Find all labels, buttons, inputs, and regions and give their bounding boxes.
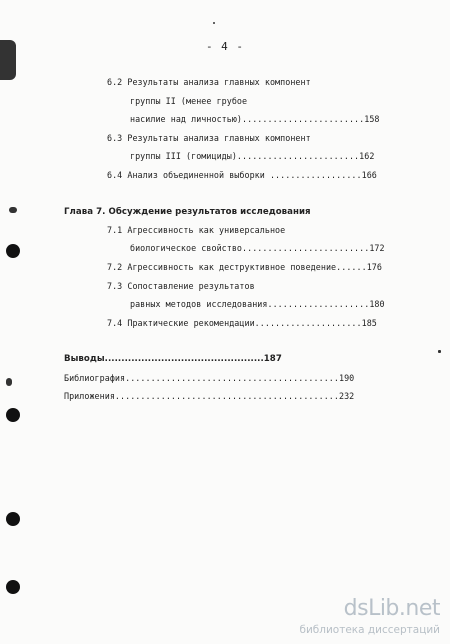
- toc-entry-6-2-cont1: группы II (менее грубое: [130, 96, 248, 106]
- binder-hole: [6, 244, 20, 258]
- binder-hole: [6, 408, 20, 422]
- watermark-logo: dsLib.net: [343, 596, 440, 621]
- scan-speck-mark: [6, 378, 12, 386]
- toc-entry-6-2-cont2: насилие над личностью)........................158: [130, 114, 380, 124]
- chapter-7-heading: Глава 7. Обсуждение результатов исследования: [64, 207, 311, 217]
- toc-entry-bibliography: Библиография..........................................190: [64, 373, 355, 383]
- scan-speck-mark: [9, 207, 17, 213]
- toc-entry-7-4: 7.4 Практические рекомендации.....................185: [107, 318, 377, 328]
- toc-entry-6-3-cont: группы III (гомициды)........................162: [130, 151, 375, 161]
- scan-speck: [213, 22, 215, 24]
- binder-hole: [6, 512, 20, 526]
- toc-entry-6-4: 6.4 Анализ объединенной выборки ..................166: [107, 170, 377, 180]
- toc-entry-7-3-cont: равных методов исследования....................180: [130, 299, 385, 309]
- toc-entry-7-3: 7.3 Сопоставление результатов: [107, 281, 255, 291]
- toc-entry-conclusions: Выводы................................................187: [64, 354, 282, 364]
- toc-entry-6-3: 6.3 Результаты анализа главных компонент: [107, 133, 311, 143]
- scan-speck: [438, 350, 441, 353]
- watermark: [300, 594, 450, 644]
- scan-shadow-mark: [0, 40, 16, 80]
- toc-entry-7-1-cont: биологическое свойство.........................172: [130, 243, 385, 253]
- page-number: - 4 -: [205, 40, 245, 53]
- toc-entry-appendices: Приложения............................................232: [64, 391, 355, 401]
- toc-entry-7-1: 7.1 Агрессивность как универсальное: [107, 225, 286, 235]
- toc-entry-7-2: 7.2 Агрессивность как деструктивное поведение......176: [107, 262, 382, 272]
- watermark-subtitle: библиотека диссертаций: [299, 624, 440, 636]
- toc-entry-6-2: 6.2 Результаты анализа главных компонент: [107, 77, 311, 87]
- binder-hole: [6, 580, 20, 594]
